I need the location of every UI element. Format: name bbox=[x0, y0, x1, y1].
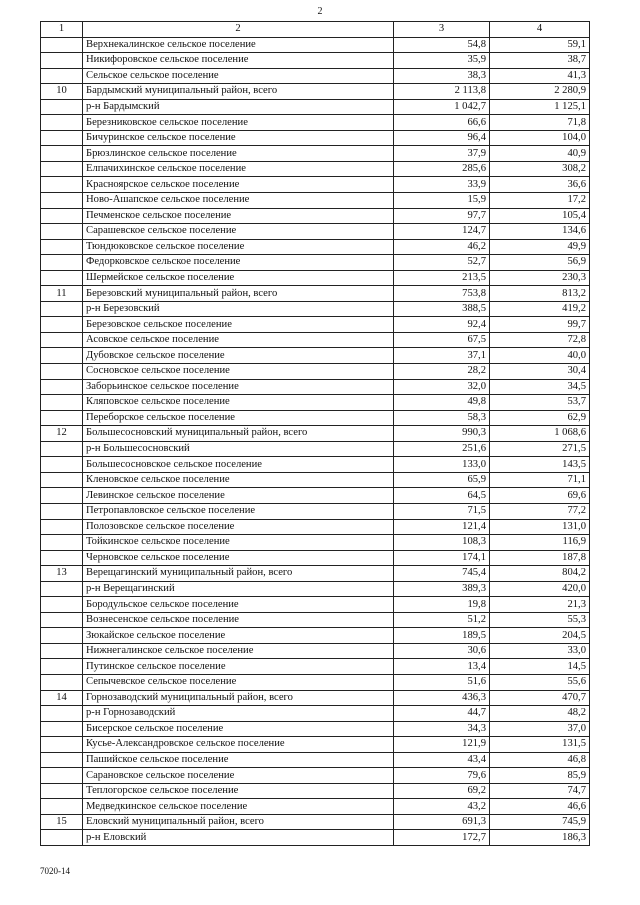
table-row bbox=[41, 830, 590, 846]
table-row bbox=[41, 130, 590, 146]
row-number bbox=[41, 799, 83, 815]
table-body bbox=[41, 22, 590, 846]
row-name: Пашийское сельское поселение bbox=[83, 752, 394, 768]
row-number bbox=[41, 53, 83, 69]
row-value-col3: 37,1 bbox=[394, 348, 490, 364]
row-name: Сарановское сельское поселение bbox=[83, 768, 394, 784]
table-row bbox=[41, 597, 590, 613]
row-value-col4: 186,3 bbox=[490, 830, 590, 846]
row-value-col3: 13,4 bbox=[394, 659, 490, 675]
table-row bbox=[41, 37, 590, 53]
row-name: Нижнегалинское сельское поселение bbox=[83, 643, 394, 659]
row-number bbox=[41, 130, 83, 146]
row-number bbox=[41, 317, 83, 333]
row-value-col3: 389,3 bbox=[394, 581, 490, 597]
row-name: Верхнекалинское сельское поселение bbox=[83, 37, 394, 53]
row-number bbox=[41, 255, 83, 271]
table-row bbox=[41, 768, 590, 784]
row-value-col3: 51,6 bbox=[394, 674, 490, 690]
table-row bbox=[41, 115, 590, 131]
row-name: Бородульское сельское поселение bbox=[83, 597, 394, 613]
row-number: 12 bbox=[41, 426, 83, 442]
table-row bbox=[41, 799, 590, 815]
table-row bbox=[41, 395, 590, 411]
row-name: Черновское сельское поселение bbox=[83, 550, 394, 566]
row-number: 13 bbox=[41, 566, 83, 582]
row-number bbox=[41, 301, 83, 317]
table-row bbox=[41, 674, 590, 690]
row-number bbox=[41, 146, 83, 162]
row-value-col3: 52,7 bbox=[394, 255, 490, 271]
row-value-col3: 43,2 bbox=[394, 799, 490, 815]
row-number bbox=[41, 783, 83, 799]
row-value-col3: 213,5 bbox=[394, 270, 490, 286]
row-name: Заборьинское сельское поселение bbox=[83, 379, 394, 395]
row-value-col3: 15,9 bbox=[394, 193, 490, 209]
row-number bbox=[41, 410, 83, 426]
row-number bbox=[41, 270, 83, 286]
table-row bbox=[41, 783, 590, 799]
row-value-col4: 21,3 bbox=[490, 597, 590, 613]
row-value-col3: 251,6 bbox=[394, 441, 490, 457]
row-name: Петропавловское сельское поселение bbox=[83, 503, 394, 519]
row-name: Березовский муниципальный район, всего bbox=[83, 286, 394, 302]
document-code: 7020-14 bbox=[40, 866, 70, 876]
row-value-col4: 308,2 bbox=[490, 161, 590, 177]
table-row bbox=[41, 364, 590, 380]
row-name: р-н Большесосновский bbox=[83, 441, 394, 457]
row-value-col4: 69,6 bbox=[490, 488, 590, 504]
row-name: Зюкайское сельское поселение bbox=[83, 628, 394, 644]
row-value-col3: 37,9 bbox=[394, 146, 490, 162]
row-number bbox=[41, 752, 83, 768]
data-table bbox=[40, 21, 590, 846]
row-name: Бардымский муниципальный район, всего bbox=[83, 84, 394, 100]
table-row bbox=[41, 752, 590, 768]
row-number bbox=[41, 721, 83, 737]
row-name: Еловский муниципальный район, всего bbox=[83, 814, 394, 830]
row-value-col3: 174,1 bbox=[394, 550, 490, 566]
row-value-col3: 388,5 bbox=[394, 301, 490, 317]
row-name: р-н Верещагинский bbox=[83, 581, 394, 597]
row-number bbox=[41, 768, 83, 784]
row-value-col4: 71,8 bbox=[490, 115, 590, 131]
row-number bbox=[41, 706, 83, 722]
row-value-col4: 804,2 bbox=[490, 566, 590, 582]
row-number bbox=[41, 395, 83, 411]
table-row bbox=[41, 814, 590, 830]
row-value-col4: 40,0 bbox=[490, 348, 590, 364]
table-row bbox=[41, 99, 590, 115]
row-name: Тойкинское сельское поселение bbox=[83, 535, 394, 551]
table-row bbox=[41, 721, 590, 737]
row-name: Тюндюковское сельское поселение bbox=[83, 239, 394, 255]
row-value-col4: 470,7 bbox=[490, 690, 590, 706]
row-number bbox=[41, 68, 83, 84]
table-row bbox=[41, 612, 590, 628]
row-number bbox=[41, 239, 83, 255]
row-value-col4: 204,5 bbox=[490, 628, 590, 644]
row-value-col3: 753,8 bbox=[394, 286, 490, 302]
row-value-col3: 30,6 bbox=[394, 643, 490, 659]
row-name: Красноярское сельское поселение bbox=[83, 177, 394, 193]
row-value-col4: 104,0 bbox=[490, 130, 590, 146]
row-number: 10 bbox=[41, 84, 83, 100]
row-name: Федорковское сельское поселение bbox=[83, 255, 394, 271]
row-number bbox=[41, 519, 83, 535]
row-name: Сосновское сельское поселение bbox=[83, 364, 394, 380]
row-value-col4: 34,5 bbox=[490, 379, 590, 395]
row-number bbox=[41, 674, 83, 690]
row-name: Елпачихинское сельское поселение bbox=[83, 161, 394, 177]
table-row bbox=[41, 239, 590, 255]
row-value-col4: 85,9 bbox=[490, 768, 590, 784]
table-row bbox=[41, 332, 590, 348]
row-value-col3: 71,5 bbox=[394, 503, 490, 519]
row-value-col4: 33,0 bbox=[490, 643, 590, 659]
row-name: Березовское сельское поселение bbox=[83, 317, 394, 333]
row-number bbox=[41, 628, 83, 644]
row-number bbox=[41, 488, 83, 504]
row-number bbox=[41, 115, 83, 131]
table-row bbox=[41, 410, 590, 426]
row-value-col3: 19,8 bbox=[394, 597, 490, 613]
row-value-col4: 49,9 bbox=[490, 239, 590, 255]
row-number: 15 bbox=[41, 814, 83, 830]
row-value-col4: 813,2 bbox=[490, 286, 590, 302]
table-row bbox=[41, 690, 590, 706]
row-name: Кусье-Александровское сельское поселение bbox=[83, 737, 394, 753]
row-value-col3: 121,9 bbox=[394, 737, 490, 753]
row-value-col3: 69,2 bbox=[394, 783, 490, 799]
row-name: р-н Бардымский bbox=[83, 99, 394, 115]
table-row bbox=[41, 503, 590, 519]
row-number bbox=[41, 503, 83, 519]
table-row bbox=[41, 146, 590, 162]
table-row bbox=[41, 566, 590, 582]
row-name: Бичуринское сельское поселение bbox=[83, 130, 394, 146]
row-value-col3: 49,8 bbox=[394, 395, 490, 411]
table-row bbox=[41, 177, 590, 193]
row-name: Бисерское сельское поселение bbox=[83, 721, 394, 737]
row-name: Ново-Ашапское сельское поселение bbox=[83, 193, 394, 209]
table-row bbox=[41, 193, 590, 209]
table-row bbox=[41, 628, 590, 644]
row-value-col3: 172,7 bbox=[394, 830, 490, 846]
row-value-col4: 41,3 bbox=[490, 68, 590, 84]
row-number bbox=[41, 550, 83, 566]
row-value-col3: 46,2 bbox=[394, 239, 490, 255]
table-row bbox=[41, 643, 590, 659]
row-name: Верещагинский муниципальный район, всего bbox=[83, 566, 394, 582]
row-name: Левинское сельское поселение bbox=[83, 488, 394, 504]
table-row bbox=[41, 472, 590, 488]
row-value-col4: 99,7 bbox=[490, 317, 590, 333]
table-row bbox=[41, 457, 590, 473]
table-row bbox=[41, 286, 590, 302]
table-row bbox=[41, 270, 590, 286]
row-number bbox=[41, 99, 83, 115]
header-col-4: 4 bbox=[490, 22, 590, 38]
page-number: 2 bbox=[317, 6, 323, 17]
row-value-col3: 34,3 bbox=[394, 721, 490, 737]
row-value-col4: 134,6 bbox=[490, 224, 590, 240]
row-value-col4: 187,8 bbox=[490, 550, 590, 566]
row-name: Полозовское сельское поселение bbox=[83, 519, 394, 535]
row-value-col4: 55,6 bbox=[490, 674, 590, 690]
row-name: Шермейское сельское поселение bbox=[83, 270, 394, 286]
table-row bbox=[41, 706, 590, 722]
row-value-col4: 14,5 bbox=[490, 659, 590, 675]
table-row bbox=[41, 535, 590, 551]
row-value-col4: 46,6 bbox=[490, 799, 590, 815]
row-value-col3: 64,5 bbox=[394, 488, 490, 504]
row-value-col3: 133,0 bbox=[394, 457, 490, 473]
row-number bbox=[41, 177, 83, 193]
row-value-col3: 66,6 bbox=[394, 115, 490, 131]
row-number bbox=[41, 457, 83, 473]
row-value-col4: 72,8 bbox=[490, 332, 590, 348]
row-value-col3: 79,6 bbox=[394, 768, 490, 784]
row-name: Большесосновский муниципальный район, всего bbox=[83, 426, 394, 442]
header-row bbox=[41, 22, 590, 38]
row-value-col3: 32,0 bbox=[394, 379, 490, 395]
row-number bbox=[41, 830, 83, 846]
row-value-col3: 691,3 bbox=[394, 814, 490, 830]
row-number bbox=[41, 193, 83, 209]
row-value-col3: 67,5 bbox=[394, 332, 490, 348]
row-value-col4: 131,0 bbox=[490, 519, 590, 535]
table-row bbox=[41, 441, 590, 457]
row-value-col4: 17,2 bbox=[490, 193, 590, 209]
table-row bbox=[41, 550, 590, 566]
row-value-col3: 97,7 bbox=[394, 208, 490, 224]
row-number bbox=[41, 581, 83, 597]
row-name: Вознесенское сельское поселение bbox=[83, 612, 394, 628]
row-name: Никифоровское сельское поселение bbox=[83, 53, 394, 69]
row-number bbox=[41, 379, 83, 395]
row-number bbox=[41, 348, 83, 364]
row-value-col4: 55,3 bbox=[490, 612, 590, 628]
table-row bbox=[41, 519, 590, 535]
row-value-col3: 96,4 bbox=[394, 130, 490, 146]
table-row bbox=[41, 53, 590, 69]
row-name: Асовское сельское поселение bbox=[83, 332, 394, 348]
row-number bbox=[41, 659, 83, 675]
row-value-col3: 28,2 bbox=[394, 364, 490, 380]
row-value-col4: 38,7 bbox=[490, 53, 590, 69]
row-name: Печменское сельское поселение bbox=[83, 208, 394, 224]
row-name: Путинское сельское поселение bbox=[83, 659, 394, 675]
row-value-col3: 745,4 bbox=[394, 566, 490, 582]
row-value-col4: 419,2 bbox=[490, 301, 590, 317]
row-value-col4: 62,9 bbox=[490, 410, 590, 426]
row-value-col4: 1 068,6 bbox=[490, 426, 590, 442]
row-value-col4: 745,9 bbox=[490, 814, 590, 830]
row-value-col4: 131,5 bbox=[490, 737, 590, 753]
row-name: Брюзлинское сельское поселение bbox=[83, 146, 394, 162]
row-name: Кленовское сельское поселение bbox=[83, 472, 394, 488]
table-row bbox=[41, 426, 590, 442]
row-value-col4: 30,4 bbox=[490, 364, 590, 380]
row-value-col3: 58,3 bbox=[394, 410, 490, 426]
row-name: Теплогорское сельское поселение bbox=[83, 783, 394, 799]
row-name: Сельское сельское поселение bbox=[83, 68, 394, 84]
row-value-col3: 35,9 bbox=[394, 53, 490, 69]
row-value-col3: 1 042,7 bbox=[394, 99, 490, 115]
row-value-col4: 77,2 bbox=[490, 503, 590, 519]
table-row bbox=[41, 348, 590, 364]
row-value-col3: 38,3 bbox=[394, 68, 490, 84]
row-number: 11 bbox=[41, 286, 83, 302]
table-row bbox=[41, 224, 590, 240]
row-value-col3: 44,7 bbox=[394, 706, 490, 722]
row-value-col4: 59,1 bbox=[490, 37, 590, 53]
row-number bbox=[41, 208, 83, 224]
row-value-col4: 36,6 bbox=[490, 177, 590, 193]
header-col-2: 2 bbox=[83, 22, 394, 38]
row-value-col3: 51,2 bbox=[394, 612, 490, 628]
table-row bbox=[41, 659, 590, 675]
row-value-col4: 48,2 bbox=[490, 706, 590, 722]
row-name: р-н Еловский bbox=[83, 830, 394, 846]
table-row bbox=[41, 317, 590, 333]
row-value-col3: 2 113,8 bbox=[394, 84, 490, 100]
row-value-col4: 46,8 bbox=[490, 752, 590, 768]
table-row bbox=[41, 379, 590, 395]
row-value-col3: 121,4 bbox=[394, 519, 490, 535]
table-row bbox=[41, 68, 590, 84]
row-name: Дубовское сельское поселение bbox=[83, 348, 394, 364]
row-value-col4: 71,1 bbox=[490, 472, 590, 488]
row-number bbox=[41, 472, 83, 488]
row-value-col4: 40,9 bbox=[490, 146, 590, 162]
row-value-col4: 420,0 bbox=[490, 581, 590, 597]
row-value-col4: 271,5 bbox=[490, 441, 590, 457]
row-number bbox=[41, 441, 83, 457]
row-name: Медведкинское сельское поселение bbox=[83, 799, 394, 815]
row-name: р-н Горнозаводский bbox=[83, 706, 394, 722]
row-value-col3: 124,7 bbox=[394, 224, 490, 240]
row-number bbox=[41, 332, 83, 348]
row-value-col4: 56,9 bbox=[490, 255, 590, 271]
table-row bbox=[41, 737, 590, 753]
table-row bbox=[41, 84, 590, 100]
row-name: Березниковское сельское поселение bbox=[83, 115, 394, 131]
row-number: 14 bbox=[41, 690, 83, 706]
header-col-3: 3 bbox=[394, 22, 490, 38]
table-row bbox=[41, 161, 590, 177]
row-name: р-н Березовский bbox=[83, 301, 394, 317]
row-value-col4: 2 280,9 bbox=[490, 84, 590, 100]
table-row bbox=[41, 488, 590, 504]
row-value-col3: 436,3 bbox=[394, 690, 490, 706]
row-value-col3: 189,5 bbox=[394, 628, 490, 644]
row-value-col4: 230,3 bbox=[490, 270, 590, 286]
row-number bbox=[41, 224, 83, 240]
header-col-1: 1 bbox=[41, 22, 83, 38]
row-number bbox=[41, 612, 83, 628]
row-name: Кляповское сельское поселение bbox=[83, 395, 394, 411]
row-value-col4: 74,7 bbox=[490, 783, 590, 799]
row-value-col3: 990,3 bbox=[394, 426, 490, 442]
row-name: Большесосновское сельское поселение bbox=[83, 457, 394, 473]
row-value-col4: 143,5 bbox=[490, 457, 590, 473]
row-number bbox=[41, 597, 83, 613]
row-value-col4: 105,4 bbox=[490, 208, 590, 224]
row-value-col3: 285,6 bbox=[394, 161, 490, 177]
row-value-col3: 54,8 bbox=[394, 37, 490, 53]
table-row bbox=[41, 301, 590, 317]
row-value-col3: 108,3 bbox=[394, 535, 490, 551]
table-row bbox=[41, 581, 590, 597]
row-name: Сепычевское сельское поселение bbox=[83, 674, 394, 690]
row-value-col3: 65,9 bbox=[394, 472, 490, 488]
row-value-col4: 53,7 bbox=[490, 395, 590, 411]
row-value-col4: 116,9 bbox=[490, 535, 590, 551]
row-number bbox=[41, 535, 83, 551]
table-row bbox=[41, 208, 590, 224]
row-name: Переборское сельское поселение bbox=[83, 410, 394, 426]
row-number bbox=[41, 643, 83, 659]
row-number bbox=[41, 364, 83, 380]
row-value-col4: 1 125,1 bbox=[490, 99, 590, 115]
table-row bbox=[41, 255, 590, 271]
row-value-col3: 43,4 bbox=[394, 752, 490, 768]
row-number bbox=[41, 161, 83, 177]
row-value-col4: 37,0 bbox=[490, 721, 590, 737]
row-name: Сарашевское сельское поселение bbox=[83, 224, 394, 240]
row-name: Горнозаводский муниципальный район, всего bbox=[83, 690, 394, 706]
row-number bbox=[41, 737, 83, 753]
row-value-col3: 92,4 bbox=[394, 317, 490, 333]
row-value-col3: 33,9 bbox=[394, 177, 490, 193]
row-number bbox=[41, 37, 83, 53]
